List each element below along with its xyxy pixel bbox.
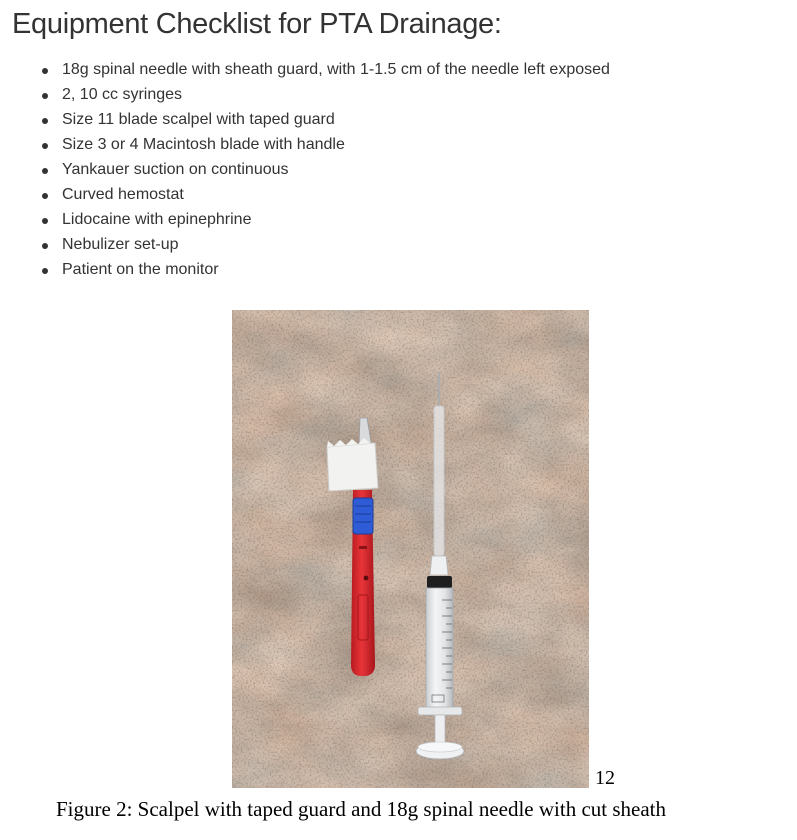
equipment-photo [232,310,589,788]
list-item: 18g spinal needle with sheath guard, with 1-1.5 cm of the needle left exposed [0,59,610,84]
list-item: Size 11 blade scalpel with taped guard [0,109,610,134]
figure-caption: Figure 2: Scalpel with taped guard and 18g spinal needle with cut sheath [56,797,667,821]
list-item: Nebulizer set-up [0,234,610,259]
list-item: Size 3 or 4 Macintosh blade with handle [0,134,610,159]
equipment-checklist [0,59,610,284]
list-item: 2, 10 cc syringes [0,84,610,109]
list-item: Patient on the monitor [0,259,610,284]
list-item: Lidocaine with epinephrine [0,209,610,234]
list-item: Yankauer suction on continuous [0,159,610,184]
figure-page-number: 12 [595,767,615,789]
list-item: Curved hemostat [0,184,610,209]
page-title: Equipment Checklist for PTA Drainage: [12,8,502,40]
